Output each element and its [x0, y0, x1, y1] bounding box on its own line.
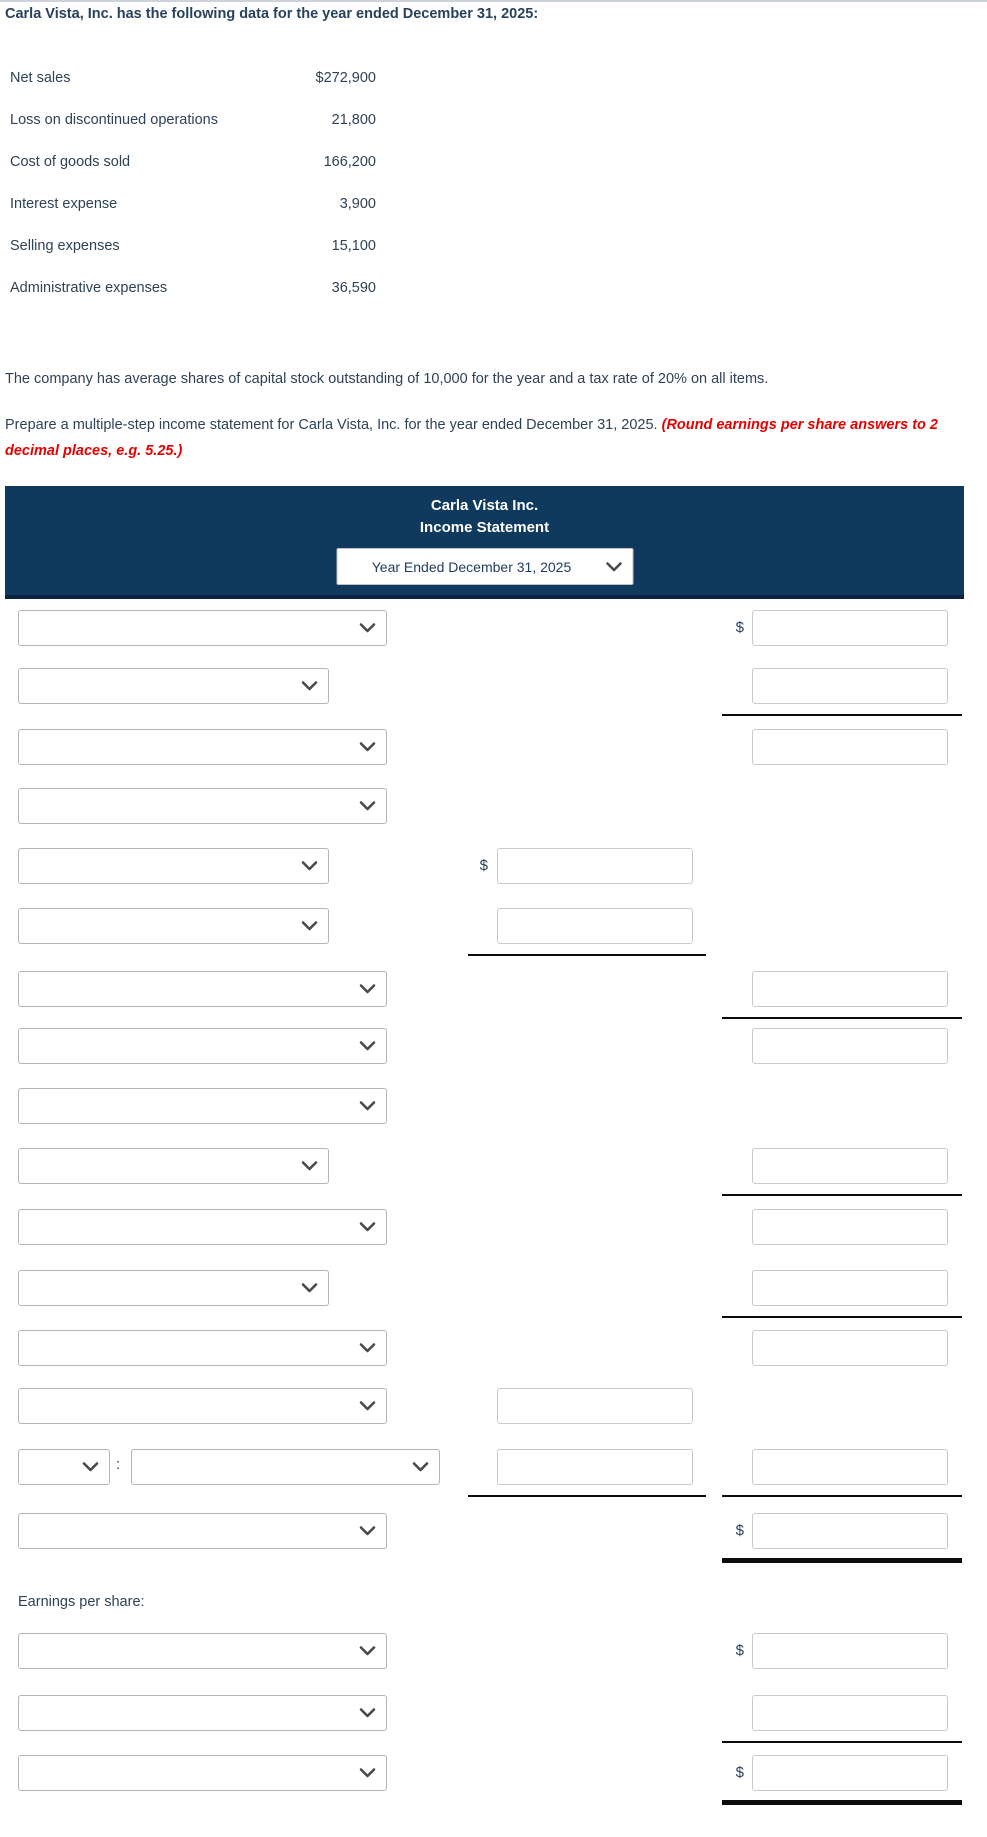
- total-double-underline: [722, 1558, 962, 1563]
- amount-input[interactable]: [497, 1388, 693, 1424]
- account-select[interactable]: [18, 729, 387, 765]
- dollar-sign: $: [735, 1642, 744, 1659]
- account-select[interactable]: [18, 908, 329, 944]
- account-select[interactable]: [18, 1388, 387, 1424]
- subtotal-underline: [722, 1194, 962, 1196]
- account-select[interactable]: [18, 1755, 387, 1791]
- fact-value: 21,800: [331, 112, 376, 128]
- subtotal-underline: [722, 1316, 962, 1318]
- period-select[interactable]: [336, 548, 633, 585]
- account-select[interactable]: [18, 1270, 329, 1306]
- fact-value: $272,900: [315, 70, 376, 86]
- chevron-down-icon: [359, 1708, 376, 1719]
- chevron-down-icon: [412, 1462, 429, 1473]
- account-select[interactable]: [18, 1633, 387, 1669]
- fact-row: [10, 280, 376, 322]
- subtotal-underline: [468, 954, 706, 956]
- amount-input[interactable]: [752, 1209, 948, 1245]
- amount-input[interactable]: [752, 1028, 948, 1064]
- instructions: [5, 412, 987, 464]
- fact-value: 15,100: [331, 238, 376, 254]
- chevron-down-icon: [359, 742, 376, 753]
- colon-separator: :: [116, 1456, 121, 1473]
- chevron-down-icon: [301, 1283, 318, 1294]
- statement-company-name: Carla Vista Inc.: [430, 497, 539, 514]
- subtotal-underline: [722, 1741, 962, 1743]
- fact-row: [10, 238, 376, 280]
- amount-input[interactable]: [752, 1513, 948, 1549]
- fact-row: [10, 196, 376, 238]
- chevron-down-icon: [359, 1041, 376, 1052]
- account-select[interactable]: [18, 788, 387, 824]
- account-select[interactable]: [18, 1513, 387, 1549]
- subtotal-underline: [722, 1495, 962, 1497]
- account-select[interactable]: [18, 1088, 387, 1124]
- account-select[interactable]: [131, 1449, 440, 1485]
- account-select[interactable]: [18, 848, 329, 884]
- fact-label: Loss on discontinued operations: [10, 112, 218, 128]
- account-select[interactable]: [18, 1148, 329, 1184]
- amount-input[interactable]: [497, 1449, 693, 1485]
- chevron-down-icon: [82, 1462, 99, 1473]
- chevron-down-icon: [301, 861, 318, 872]
- chevron-down-icon: [301, 921, 318, 932]
- amount-input[interactable]: [752, 1695, 948, 1731]
- chevron-down-icon: [301, 681, 318, 692]
- amount-input[interactable]: [752, 1755, 948, 1791]
- shares-note: The company has average shares of capital stock outstanding of 10,000 for the year and a tax rate of 20% on all items.: [5, 371, 769, 387]
- fact-row: [10, 154, 376, 196]
- dollar-sign: $: [735, 619, 744, 636]
- facts-table: [10, 70, 376, 322]
- fact-label: Selling expenses: [10, 238, 120, 254]
- amount-input[interactable]: [752, 610, 948, 646]
- fact-label: Cost of goods sold: [10, 154, 131, 170]
- amount-input[interactable]: [497, 848, 693, 884]
- chevron-down-icon: [359, 1768, 376, 1779]
- statement-header: [5, 486, 964, 599]
- period-select-value: Year Ended December 31, 2025: [371, 559, 572, 575]
- account-select[interactable]: [18, 1028, 387, 1064]
- account-select[interactable]: [18, 971, 387, 1007]
- fact-label: Interest expense: [10, 196, 118, 212]
- amount-input[interactable]: [752, 1148, 948, 1184]
- top-divider: [0, 0, 987, 2]
- account-select[interactable]: [18, 1209, 387, 1245]
- fact-value: 3,900: [339, 196, 376, 212]
- amount-input[interactable]: [752, 1330, 948, 1366]
- subtotal-underline: [722, 1017, 962, 1019]
- amount-input[interactable]: [752, 1270, 948, 1306]
- fact-row: [10, 70, 376, 112]
- instructions-rounding-note: (Round earnings per share answers to 2 decimal places, e.g. 5.25.): [5, 417, 938, 459]
- amount-input[interactable]: [752, 1449, 948, 1485]
- account-select[interactable]: [18, 1330, 387, 1366]
- dollar-sign: $: [479, 857, 488, 874]
- chevron-down-icon: [359, 1526, 376, 1537]
- fact-label: Administrative expenses: [10, 280, 168, 296]
- fact-row: [10, 112, 376, 154]
- chevron-down-icon: [359, 801, 376, 812]
- statement-title: Income Statement: [419, 519, 550, 536]
- problem-intro: Carla Vista, Inc. has the following data for the year ended December 31, 2025:: [5, 6, 539, 22]
- subtotal-underline: [722, 714, 962, 716]
- amount-input[interactable]: [752, 668, 948, 704]
- chevron-down-icon: [359, 984, 376, 995]
- dollar-sign: $: [735, 1764, 744, 1781]
- chevron-down-icon: [359, 623, 376, 634]
- fact-value: 36,590: [331, 280, 376, 296]
- dollar-sign: $: [735, 1522, 744, 1539]
- account-select[interactable]: [18, 1695, 387, 1731]
- fact-label: Net sales: [10, 70, 71, 86]
- account-select[interactable]: [18, 668, 329, 704]
- total-double-underline: [722, 1800, 962, 1805]
- fact-value: 166,200: [323, 154, 376, 170]
- chevron-down-icon: [359, 1101, 376, 1112]
- chevron-down-icon: [301, 1161, 318, 1172]
- eps-label: Earnings per share:: [18, 1594, 145, 1610]
- amount-input[interactable]: [752, 1633, 948, 1669]
- chevron-down-icon: [605, 561, 622, 572]
- amount-input[interactable]: [752, 729, 948, 765]
- account-select[interactable]: [18, 1449, 110, 1485]
- account-select[interactable]: [18, 610, 387, 646]
- chevron-down-icon: [359, 1646, 376, 1657]
- amount-input[interactable]: [752, 971, 948, 1007]
- instructions-text: Prepare a multiple-step income statement for Carla Vista, Inc. for the year ended December 31, 2025.: [5, 417, 662, 433]
- amount-input[interactable]: [497, 908, 693, 944]
- chevron-down-icon: [359, 1343, 376, 1354]
- subtotal-underline: [468, 1495, 706, 1497]
- chevron-down-icon: [359, 1401, 376, 1412]
- chevron-down-icon: [359, 1222, 376, 1233]
